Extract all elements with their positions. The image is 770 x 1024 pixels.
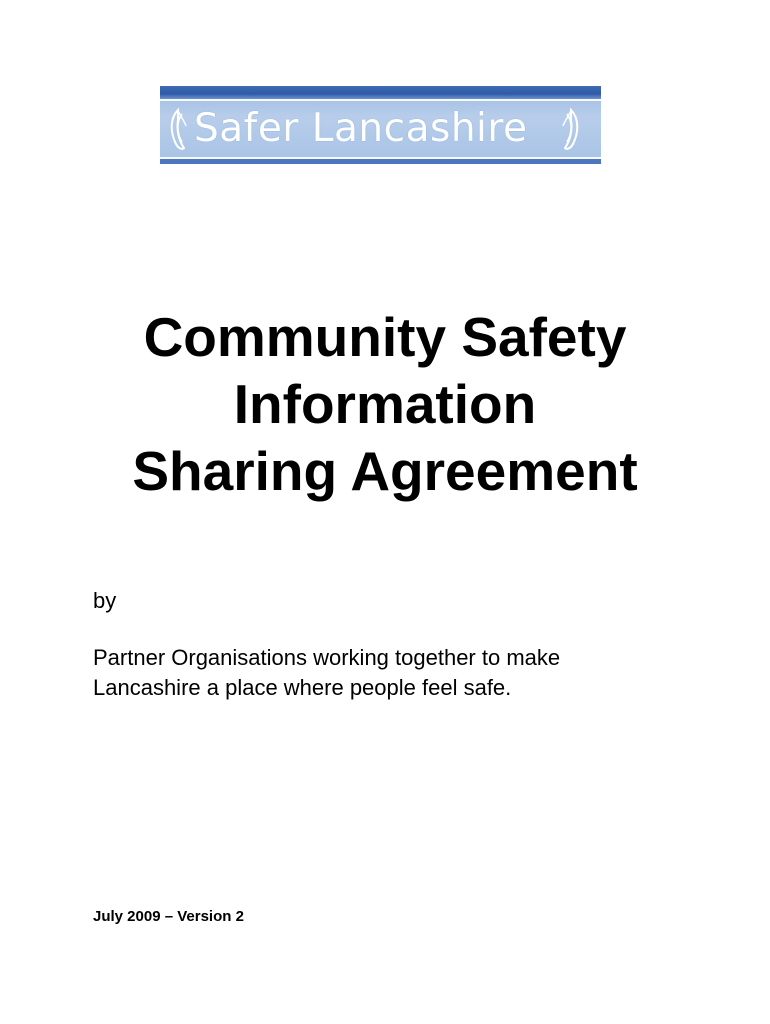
date-version: July 2009 – Version 2 bbox=[93, 908, 244, 925]
title-line: Community Safety bbox=[143, 306, 627, 368]
by-label: by bbox=[93, 588, 117, 613]
partners-statement bbox=[93, 643, 560, 703]
title-line: Information bbox=[233, 373, 537, 435]
document-title bbox=[0, 304, 770, 505]
logo-bottom-band bbox=[160, 159, 601, 164]
logo-top-band bbox=[160, 86, 601, 99]
title-line: Sharing Agreement bbox=[132, 440, 638, 502]
safer-lancashire-logo bbox=[160, 86, 601, 164]
partners-line: Partner Organisations working together to make bbox=[93, 645, 561, 670]
hands-icon bbox=[166, 106, 190, 152]
hands-icon bbox=[559, 106, 583, 152]
partners-line: Lancashire a place where people feel safe. bbox=[93, 675, 512, 700]
logo-wordmark: Safer Lancashire bbox=[194, 106, 528, 151]
